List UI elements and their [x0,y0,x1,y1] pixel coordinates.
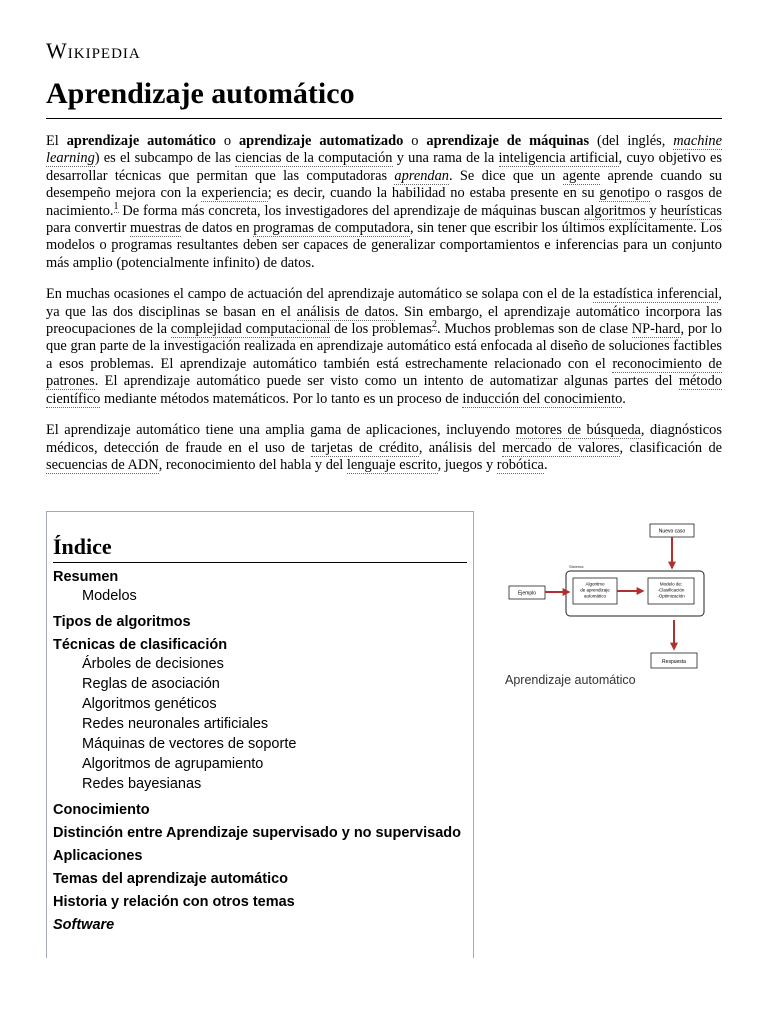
link-agente[interactable]: agente [562,167,601,184]
toc-item-distincion[interactable]: Distinción entre Aprendizaje supervisado y no supervisado [53,825,461,841]
toc-item-aplicaciones[interactable]: Aplicaciones [53,848,143,864]
link-mercado-valores[interactable]: mercado de valores [502,439,620,456]
link-genotipo[interactable]: genotipo [599,185,650,202]
link-muestras[interactable]: muestras [129,220,182,237]
algorithm-label-1: Algoritmo [585,581,605,587]
answer-label: Respuesta [662,659,686,665]
link-secuencias-adn[interactable]: secuencias de ADN [46,456,159,473]
toc-item-historia[interactable]: Historia y relación con otros temas [53,894,295,910]
link-complejidad-computacional[interactable]: complejidad computacional [170,321,331,338]
toc-subitem[interactable]: Árboles de decisiones [82,656,224,672]
link-programas-computadora[interactable]: programas de computadora [253,220,410,237]
figure-caption: Aprendizaje automático [505,673,636,687]
ml-diagram [505,520,720,670]
toc-subitem[interactable]: Redes neuronales artificiales [82,716,269,732]
toc-item-resumen[interactable]: Resumen [53,569,119,585]
link-lenguaje-escrito[interactable]: lenguaje escrito [346,456,438,473]
link-algoritmos[interactable]: algoritmos [583,202,646,219]
ml-diagram-figure[interactable] [505,520,720,670]
toc-item-conocimiento[interactable]: Conocimiento [53,802,150,818]
group-label: Sistema [569,564,584,569]
link-machine-learning[interactable]: machine learning [46,133,723,167]
example-label: Ejemplo [517,590,537,597]
toc-subitem[interactable]: Algoritmos genéticos [82,696,217,712]
model-label-3: -Optimización [657,593,685,599]
toc-subitem[interactable]: Algoritmos de agrupamiento [82,756,264,772]
article [46,36,722,474]
link-estadistica-inferencial[interactable]: estadística inferencial [593,286,719,303]
link-analisis-datos[interactable]: análisis de datos [296,303,395,320]
link-np-hard[interactable]: NP-hard [631,321,681,338]
link-induccion-conocimiento[interactable]: inducción del conocimiento [462,390,623,407]
link-heuristicas[interactable]: heurísticas [660,202,723,219]
paragraph-2: En muchas ocasiones el campo de actuación del aprendizaje automático se solapa con el de la estadística inferencial, ya que las dos disciplinas se basan en el análisis de datos. Sin embargo, el aprendizaje automático incorpora las preocupaciones de la complejidad computacional de los problemas$^2$. Muchos problemas son de clase NP-hard, por lo que gran parte de la investigación realizada en aprendizaje automático está enfocada al diseño de soluciones factibles a esos problemas. El aprendizaje automático también está estrechamente relacionado con el reconocimiento de patrones. El aprendizaje automático puede ser visto como un intento de automatizar algunas partes del método científico mediante métodos matemáticos. Por lo tanto es un proceso de inducción del conocimiento. [46,286,723,407]
link-reconocimiento-patrones[interactable]: reconocimiento de patrones [46,355,723,390]
algorithm-label-2: de aprendizaje [580,587,610,593]
toc-subitem[interactable]: Redes bayesianas [82,776,202,792]
algorithm-label-3: automático [583,593,607,599]
new-case-label: Nuevo caso [658,528,686,535]
toc-item-tecnicas-clasificacion[interactable]: Técnicas de clasificación [53,637,228,653]
paragraph-1: El aprendizaje automático o aprendizaje automatizado o aprendizaje de máquinas (del inglés, machine learning) es el subcampo de las ciencias de la computación y una rama de la inteligencia artificial, cuyo objetivo es desarrollar técnicas que permitan que las computadoras aprendan. Se dice que un agente aprende cuando su desempeño mejora con la experiencia; es decir, cuando la habilidad no estaba presente en su genotipo o rasgos de nacimiento.$^1$ De forma más concreta, los investigadores del aprendizaje de máquinas buscan algoritmos y heurísticas para convertir muestras de datos en programas de computadora, sin tener que escribir los últimos explícitamente. Los modelos o programas resultantes deben ser capaces de generalizar comportamientos e inferencias para un conjunto más amplio (potencialmente infinito) de datos. [46,133,723,271]
toc-item-tipos-algoritmos[interactable]: Tipos de algoritmos [53,614,191,630]
wikipedia-logo[interactable]: Wikipedia [46,38,141,63]
model-label-1: Modelo de: [659,581,683,587]
toc-subitem[interactable]: Modelos [82,588,137,604]
reference-1[interactable]: 1 [113,200,119,212]
link-tarjetas-credito[interactable]: tarjetas de crédito [311,439,419,456]
link-inteligencia-artificial[interactable]: inteligencia artificial [498,150,619,167]
link-aprendan[interactable]: aprendan [394,167,450,184]
paragraph-3: El aprendizaje automático tiene una amplia gama de aplicaciones, incluyendo motores de búsqueda, diagnósticos médicos, detección de fraude en el uso de tarjetas de crédito, análisis del mercado de valores, clasificación de secuencias de ADN, reconocimiento del habla y del lenguaje escrito, juegos y robótica. [46,422,723,473]
link-robotica[interactable]: robótica [496,456,544,473]
link-ciencias-computacion[interactable]: ciencias de la computación [235,150,393,167]
toc-title: Índice [53,532,467,563]
toc-item-temas[interactable]: Temas del aprendizaje automático [53,871,289,887]
toc-subitem[interactable]: Máquinas de vectores de soporte [82,736,297,752]
toc-item-software[interactable]: Software [53,917,115,933]
model-label-2: -Clasificación [657,587,685,593]
table-of-contents [46,511,474,958]
link-motores-busqueda[interactable]: motores de búsqueda [515,422,641,439]
reference-2[interactable]: 2 [431,319,437,331]
link-experiencia[interactable]: experiencia [201,185,268,202]
page-title: Aprendizaje automático [46,74,722,119]
toc-subitem[interactable]: Reglas de asociación [82,676,220,692]
link-metodo-cientifico[interactable]: método científico [46,373,722,407]
